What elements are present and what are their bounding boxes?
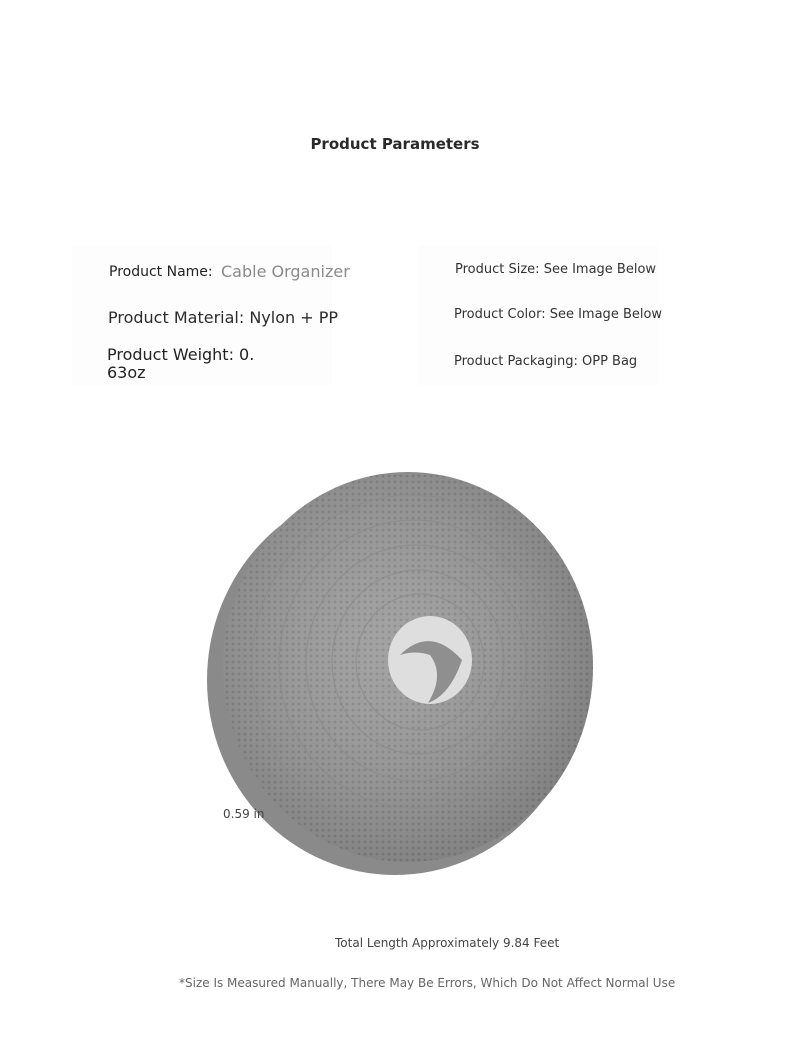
product-packaging: Product Packaging: OPP Bag xyxy=(454,354,638,369)
product-size: Product Size: See Image Below xyxy=(455,262,657,277)
total-length-label: Total Length Approximately 9.84 Feet xyxy=(335,936,560,950)
product-color: Product Color: See Image Below xyxy=(454,307,663,322)
product-name-value: Cable Organizer xyxy=(221,262,350,281)
product-weight-line1: Product Weight: 0. xyxy=(107,345,255,364)
measurement-note: *Size Is Measured Manually, There May Be Errors, Which Do Not Affect Normal Use xyxy=(179,976,676,990)
width-label: 0.59 in xyxy=(223,807,265,821)
product-weight-line2: 63oz xyxy=(107,363,146,382)
product-name-label: Product Name: xyxy=(109,264,213,280)
page-title: Product Parameters xyxy=(310,135,480,153)
product-material: Product Material: Nylon + PP xyxy=(108,308,338,327)
